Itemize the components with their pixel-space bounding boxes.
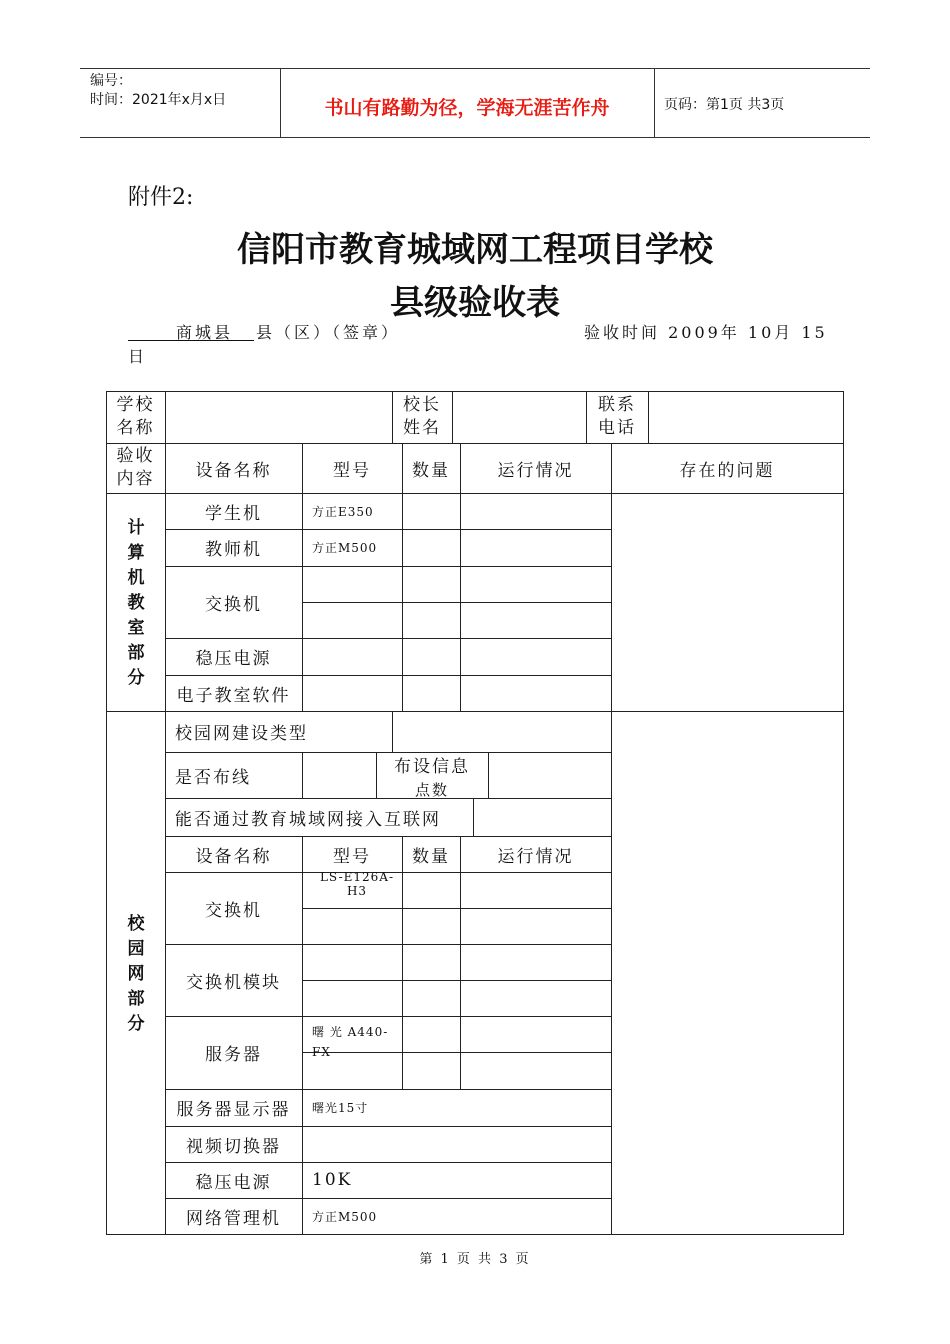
row-server-monitor: 服务器显示器	[176, 1100, 291, 1120]
vertical-char: 部	[127, 989, 145, 1009]
table-border	[106, 391, 107, 1234]
number-label: 编号：	[90, 73, 132, 89]
table-border	[843, 391, 844, 1234]
label-line: 名称	[116, 418, 155, 438]
grid-line	[392, 711, 393, 752]
vertical-char: 室	[127, 618, 145, 638]
row-build-type: 校园网建设类型	[175, 724, 308, 744]
row-wired: 是否布线	[175, 767, 251, 788]
content-label	[106, 443, 165, 493]
sec2-col-device-header: 设备名称	[195, 846, 272, 867]
phone-field[interactable]	[649, 392, 842, 442]
server-model-line: FX	[312, 1045, 331, 1059]
col-issues-header: 存在的问题	[679, 460, 775, 481]
label-line: 电话	[598, 418, 636, 438]
vertical-char: 教	[127, 593, 145, 613]
sec2-col-status-header: 运行情况	[497, 846, 574, 867]
row-mgmt-pc: 网络管理机	[186, 1208, 281, 1229]
row-net-switch: 交换机	[205, 900, 262, 921]
row-switch: 交换机	[205, 594, 262, 615]
row-ups: 稳压电源	[195, 649, 272, 669]
motto: 书山有路勤为径，学海无涯苦作舟	[324, 97, 610, 119]
section-campus-network-label	[126, 912, 146, 1037]
server-model-line: 曙 光 A440-	[312, 1025, 389, 1039]
acceptance-date: 验收时间 2009年 10月 15	[584, 323, 828, 342]
county-suffix: 县（区）（签章）	[256, 323, 401, 342]
server-monitor-model: 曙光15寸	[312, 1101, 369, 1115]
table-border	[106, 1234, 844, 1235]
phone-label	[586, 391, 648, 443]
header-divider	[654, 69, 655, 137]
header-meta	[90, 72, 226, 110]
sec2-col-qty-header: 数量	[412, 846, 450, 867]
label-line: 校长	[403, 395, 441, 415]
row-internet-access: 能否通过教育城域网接入互联网	[175, 809, 441, 830]
label-line: 布设信息	[394, 757, 470, 777]
attachment-label: 附件2:	[128, 185, 194, 210]
vertical-char: 分	[127, 1014, 145, 1034]
grid-line	[302, 602, 611, 603]
row-net-ups: 稳压电源	[195, 1172, 272, 1193]
vertical-char: 部	[127, 643, 145, 663]
col-device-header: 设备名称	[195, 460, 272, 481]
vertical-char: 校	[127, 914, 145, 934]
row-teacher-pc: 教师机	[205, 540, 262, 560]
row-student-pc: 学生机	[205, 503, 262, 524]
col-model-header: 型号	[333, 460, 371, 481]
mgmt-pc-model: 方正M500	[312, 1209, 378, 1224]
row-server: 服务器	[205, 1045, 262, 1065]
grid-line	[611, 443, 612, 1234]
vertical-char: 算	[127, 543, 145, 563]
section-computer-lab-label	[126, 516, 146, 691]
county-name: 商城县	[176, 323, 234, 342]
page-footer: 第 1 页 共 3 页	[419, 1252, 531, 1267]
col-qty-header: 数量	[412, 460, 450, 481]
label-line: 验收	[116, 446, 155, 466]
server-model	[312, 1022, 400, 1059]
acceptance-date-tail: 日	[128, 347, 148, 366]
grid-line	[302, 980, 611, 981]
student-pc-model: 方正E350	[312, 504, 374, 519]
net-switch-model: LS-E126A-H3	[319, 870, 395, 898]
vertical-char: 园	[127, 939, 145, 959]
principal-name-field[interactable]	[453, 392, 585, 442]
time-label: 时间：2021年x月x日	[90, 92, 227, 108]
vertical-char: 机	[127, 568, 145, 588]
info-points-label	[376, 752, 488, 798]
header-banner	[80, 68, 870, 138]
col-status-header: 运行情况	[497, 460, 574, 481]
vertical-char: 计	[127, 518, 145, 538]
row-classroom-software: 电子教室软件	[176, 685, 291, 706]
row-switch-module: 交换机模块	[186, 972, 281, 993]
row-kvm-switch: 视频切换器	[186, 1136, 281, 1157]
vertical-char: 网	[127, 964, 145, 984]
label-line: 点数	[414, 781, 449, 799]
page-subtitle: 县级验收表	[390, 283, 560, 323]
net-ups-model: 10K	[312, 1170, 353, 1190]
grid-line	[302, 752, 303, 798]
school-name-field[interactable]	[166, 392, 391, 442]
label-line: 姓名	[403, 418, 441, 438]
vertical-char: 分	[127, 668, 145, 688]
teacher-pc-model: 方正M500	[312, 541, 378, 555]
grid-line	[488, 752, 489, 798]
label-line: 联系	[598, 395, 636, 415]
grid-line	[302, 908, 611, 909]
page-code: 页码：第1页 共3页	[664, 97, 785, 113]
page-title: 信阳市教育城域网工程项目学校	[237, 230, 713, 270]
label-line: 学校	[116, 395, 155, 415]
principal-name-label	[392, 391, 452, 443]
school-name-label	[106, 391, 165, 443]
sec2-col-model-header: 型号	[333, 846, 371, 867]
label-line: 内容	[116, 469, 155, 489]
